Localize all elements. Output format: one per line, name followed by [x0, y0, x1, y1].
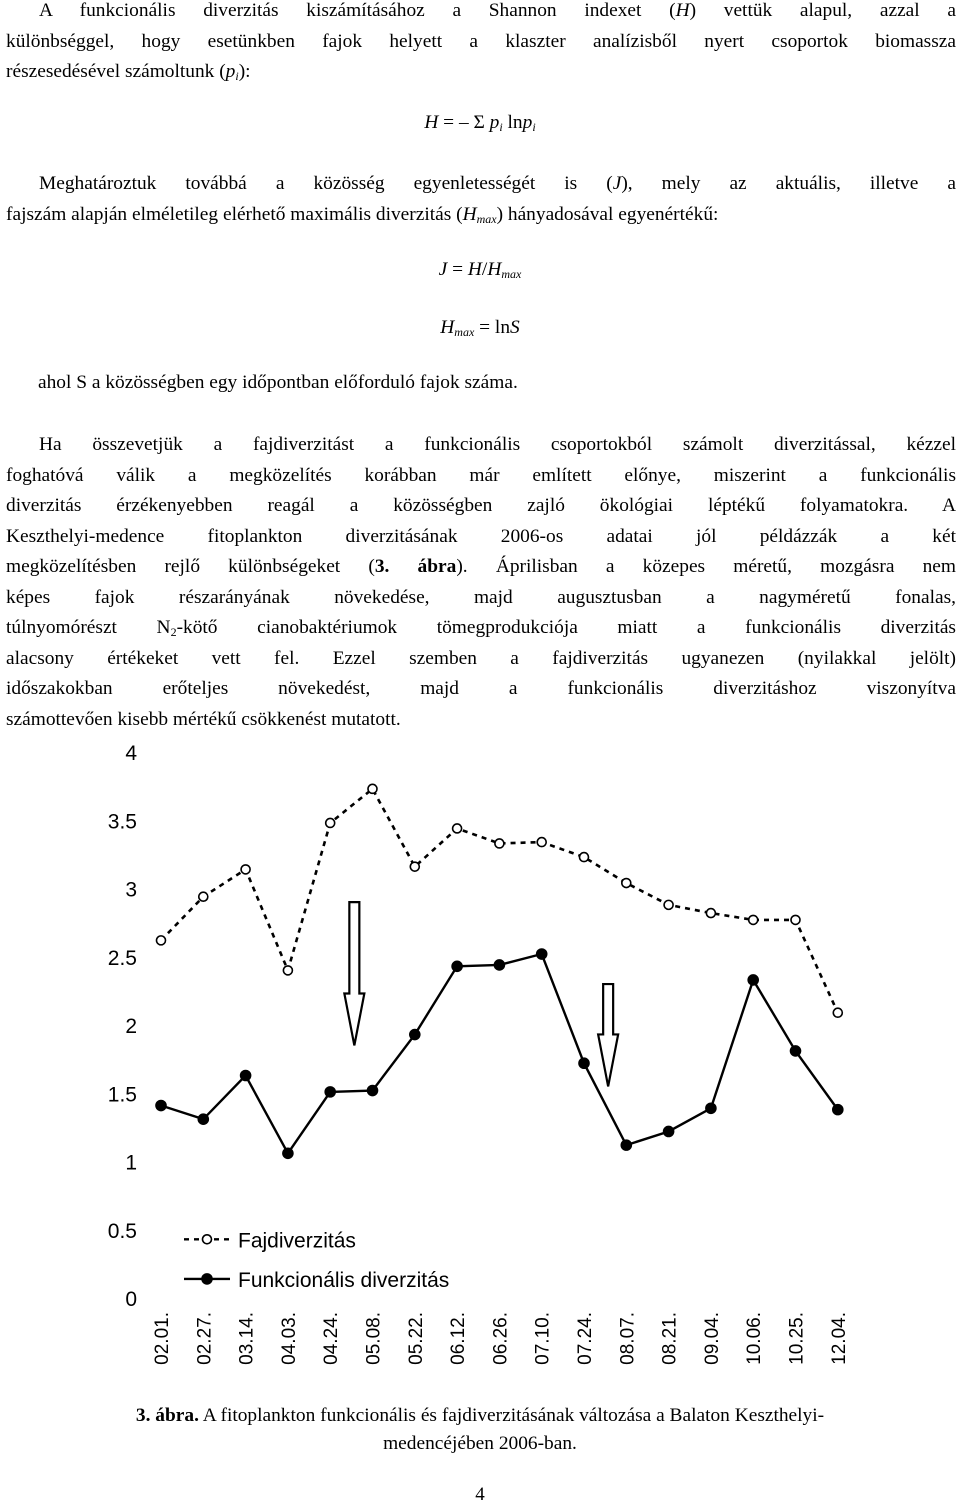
diversity-line-chart	[0, 730, 960, 1390]
evenness-formula: $J = H/H_{max}$	[438, 259, 522, 281]
point-funkcionalis	[537, 949, 547, 959]
page-number: 4	[475, 1484, 485, 1505]
text-line: fajszám alapján elméletileg elérhető maximális diverzitás $(H_{max})$ hányadosával egyenértékű:	[6, 203, 719, 226]
x-tick-label: 02.01.	[152, 1312, 173, 1365]
chart-legend	[184, 1229, 449, 1292]
y-tick-label: 0.5	[107, 1219, 137, 1243]
point-fajdiverzitas	[283, 966, 292, 975]
paragraph-2	[6, 169, 956, 230]
x-tick-label: 12.04.	[828, 1312, 850, 1365]
text-line: Ha összevetjük a fajdiverzitást a funkcionális csoportokból számolt diverzitással, kézzel	[39, 434, 956, 455]
shannon-formula: H = – Σ $p_i$ lnp$_i$	[424, 112, 536, 134]
legend-label: Funkcionális diverzitás	[238, 1268, 450, 1292]
x-tick-label: 04.24.	[321, 1312, 343, 1365]
x-tick-label: 09.04.	[701, 1312, 723, 1365]
figure-caption	[0, 1402, 960, 1458]
point-funkcionalis	[706, 1103, 716, 1113]
down-arrow	[598, 984, 618, 1086]
species-note: ahol S a közösségben egy időpontban előforduló fajok száma.	[38, 372, 518, 393]
text-line: alacsony értékeket vett fel. Ezzel szemben a fajdiverzitás ugyanezen (nyilakkal jelölt)	[6, 647, 956, 669]
x-tick-label: 02.27.	[194, 1312, 216, 1365]
point-fajdiverzitas	[791, 915, 800, 924]
y-axis-ticks	[108, 742, 138, 1311]
point-fajdiverzitas	[326, 818, 335, 827]
point-fajdiverzitas	[199, 892, 208, 901]
point-funkcionalis	[791, 1046, 801, 1056]
point-funkcionalis	[198, 1114, 208, 1124]
y-tick-label: 1.5	[107, 1083, 137, 1107]
point-fajdiverzitas	[706, 909, 715, 918]
point-funkcionalis	[241, 1071, 251, 1081]
series-line-funkcionalis	[161, 954, 838, 1153]
text-line: képes fajok részarányának növekedése, majd augusztusban a nagyméretű fonalas,	[6, 586, 956, 608]
point-funkcionalis	[283, 1148, 293, 1158]
x-tick-label: 06.12.	[448, 1312, 470, 1365]
caption-text-line-2: medencéjében 2006-ban.	[383, 1433, 577, 1454]
text-line: időszakokban erőteljes növekedést, majd a funkcionális diverzitáshoz viszonyítva	[6, 678, 956, 699]
text-line: A funkcionális diverzitás kiszámításához a Shannon indexet (H) vettük alapul, azzal a	[39, 0, 956, 21]
y-tick-label: 0	[125, 1288, 137, 1311]
figure-label: 3. ábra.	[135, 1405, 199, 1426]
annotation-arrows	[344, 902, 618, 1086]
x-tick-label: 10.06.	[744, 1312, 766, 1365]
x-tick-label: 08.07.	[617, 1312, 639, 1365]
point-fajdiverzitas	[580, 853, 589, 862]
point-funkcionalis	[579, 1058, 589, 1068]
text-line: részesedésével számoltunk $(p_i)$:	[6, 61, 251, 83]
chart-series	[156, 784, 843, 1158]
point-fajdiverzitas	[537, 838, 546, 847]
point-fajdiverzitas	[453, 824, 462, 833]
y-tick-label: 1	[125, 1151, 137, 1175]
y-tick-label: 4	[125, 742, 137, 765]
x-tick-label: 04.03.	[278, 1312, 300, 1365]
point-fajdiverzitas	[749, 915, 758, 924]
x-tick-label: 03.14.	[236, 1312, 258, 1365]
hmax-formula: $H_{max} = \ln S$	[440, 317, 520, 339]
legend-label: Fajdiverzitás	[238, 1229, 356, 1253]
point-funkcionalis	[664, 1126, 674, 1136]
point-fajdiverzitas	[157, 936, 166, 945]
y-tick-label: 3.5	[107, 810, 137, 834]
x-tick-label: 05.08.	[363, 1312, 385, 1365]
series-line-fajdiverzitas	[161, 789, 838, 1013]
point-funkcionalis	[494, 960, 504, 970]
point-fajdiverzitas	[495, 839, 504, 848]
text-line: diverzitás érzékenyebben reagál a közösségben zajló ökológiai léptékű folyamatokra. A	[6, 495, 956, 516]
y-tick-label: 2	[125, 1015, 137, 1038]
point-fajdiverzitas	[368, 784, 377, 793]
down-arrow	[344, 902, 364, 1045]
point-funkcionalis	[156, 1101, 166, 1111]
paragraph-3	[6, 430, 956, 735]
point-fajdiverzitas	[664, 900, 673, 909]
x-tick-label: 05.22.	[405, 1312, 427, 1365]
x-tick-label: 10.25.	[786, 1312, 808, 1365]
point-funkcionalis	[368, 1086, 378, 1096]
text-line: foghatóvá válik a megközelítés korábban már említett előnye, miszerint a funkcionális	[6, 464, 956, 486]
legend-marker	[202, 1274, 212, 1284]
x-tick-label: 06.26.	[490, 1312, 512, 1365]
point-funkcionalis	[325, 1087, 335, 1097]
text-line: Meghatároztuk továbbá a közösség egyenletességét is (J), mely az aktuális, illetve a	[39, 173, 956, 194]
point-fajdiverzitas	[833, 1008, 842, 1017]
y-tick-label: 2.5	[107, 946, 137, 970]
legend-marker	[203, 1235, 212, 1244]
paragraph-1	[6, 0, 956, 88]
point-funkcionalis	[748, 975, 758, 985]
point-funkcionalis	[410, 1030, 420, 1040]
point-fajdiverzitas	[241, 865, 250, 874]
point-fajdiverzitas	[622, 879, 631, 888]
y-tick-label: 3	[125, 878, 137, 902]
point-funkcionalis	[621, 1140, 631, 1150]
text-line: túlnyomórészt $N_2$-kötő cianobaktériumok tömegprodukciója miatt a funkcionális diverzitás	[6, 617, 956, 639]
text-line: megközelítésben rejlő különbségeket (3. ábra). Áprilisban a közepes méretű, mozgásra nem	[6, 556, 956, 577]
text-line: Keszthelyi-medence fitoplankton diverzitásának 2006-os adatai jól példázzák a két	[6, 525, 956, 547]
point-funkcionalis	[833, 1105, 843, 1115]
x-tick-label: 07.24.	[575, 1312, 596, 1365]
text-line: különbséggel, hogy esetünkben fajok helyett a klaszter analízisből nyert csoportok biomassza	[6, 30, 956, 52]
point-funkcionalis	[452, 961, 462, 971]
x-tick-label: 08.21.	[659, 1312, 681, 1365]
x-axis-ticks	[152, 1312, 850, 1365]
point-fajdiverzitas	[410, 862, 419, 871]
caption-text: A fitoplankton funkcionális és fajdiverzitásának változása a Balaton Keszthelyi-	[198, 1405, 825, 1426]
x-tick-label: 07.10.	[532, 1312, 554, 1365]
text-line: számottevően kisebb mértékű csökkenést mutatott.	[6, 708, 401, 730]
